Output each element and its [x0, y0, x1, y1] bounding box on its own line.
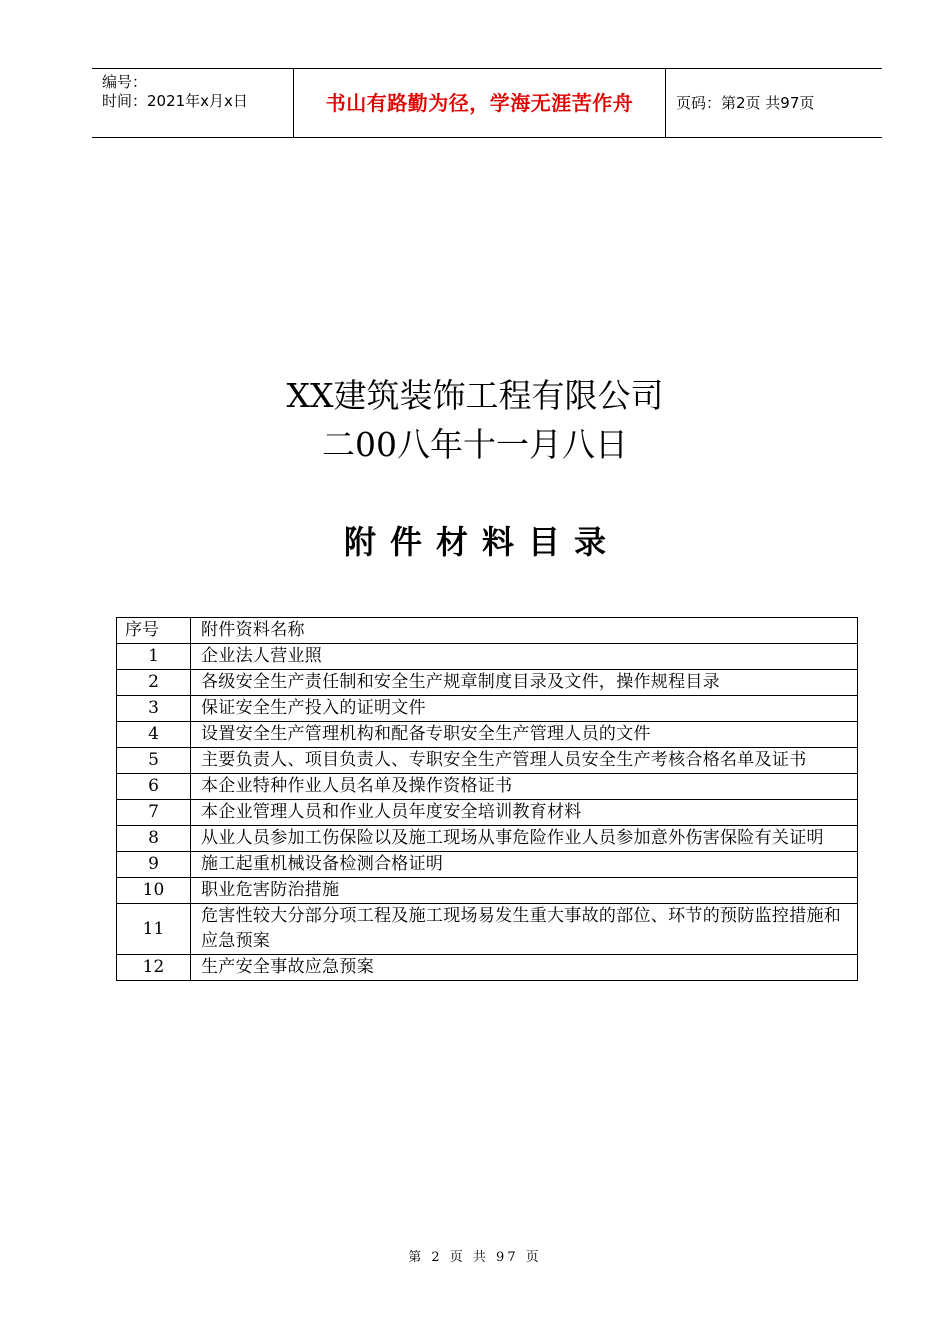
row-index: 8: [117, 826, 191, 852]
row-name: 各级安全生产责任制和安全生产规章制度目录及文件，操作规程目录: [191, 670, 858, 696]
column-header-index: 序号: [117, 618, 191, 644]
table-row: [117, 696, 858, 722]
table-row: [117, 748, 858, 774]
header-page-number: 页码：第2页 共97页: [676, 94, 815, 112]
row-index: 12: [117, 955, 191, 981]
table-header-row: [117, 618, 858, 644]
header-meta: [92, 69, 294, 137]
table-row: [117, 826, 858, 852]
row-name: 保证安全生产投入的证明文件: [191, 696, 858, 722]
row-index: 5: [117, 748, 191, 774]
row-name: 企业法人营业照: [191, 644, 858, 670]
attachment-list-heading: 附件材料目录: [343, 523, 620, 561]
company-title: XX建筑装饰工程有限公司: [286, 376, 664, 415]
row-name: 本企业特种作业人员名单及操作资格证书: [191, 774, 858, 800]
row-name: 本企业管理人员和作业人员年度安全培训教育材料: [191, 800, 858, 826]
row-name: 职业危害防治措施: [191, 878, 858, 904]
document-time-label: 时间：2021年x月x日: [102, 92, 248, 110]
row-index: 1: [117, 644, 191, 670]
table-row: [117, 904, 858, 955]
row-index: 2: [117, 670, 191, 696]
row-index: 9: [117, 852, 191, 878]
table-row: [117, 800, 858, 826]
header-motto: 书山有路勤为径，学海无涯苦作舟: [294, 69, 666, 137]
row-index: 4: [117, 722, 191, 748]
row-name: 施工起重机械设备检测合格证明: [191, 852, 858, 878]
page-footer: 第 2 页 共 97 页: [408, 1250, 542, 1265]
row-index: 7: [117, 800, 191, 826]
table-body: [117, 644, 858, 981]
page-header: [92, 68, 882, 138]
table-row: [117, 852, 858, 878]
document-number-label: 编号：: [102, 73, 148, 91]
row-index: 6: [117, 774, 191, 800]
row-index: 3: [117, 696, 191, 722]
row-name: 从业人员参加工伤保险以及施工现场从事危险作业人员参加意外伤害保险有关证明: [191, 826, 858, 852]
row-index: 10: [117, 878, 191, 904]
table-row: [117, 670, 858, 696]
table-row: [117, 644, 858, 670]
row-name: 生产安全事故应急预案: [191, 955, 858, 981]
document-date: 二00八年十一月八日: [322, 425, 628, 464]
table-row: [117, 878, 858, 904]
row-name: 主要负责人、项目负责人、专职安全生产管理人员安全生产考核合格名单及证书: [191, 748, 858, 774]
attachment-table: [116, 617, 858, 981]
table-row: [117, 955, 858, 981]
row-name: 设置安全生产管理机构和配备专职安全生产管理人员的文件: [191, 722, 858, 748]
column-header-name: 附件资料名称: [191, 618, 858, 644]
row-index: 11: [117, 904, 191, 955]
table-row: [117, 774, 858, 800]
row-name: 危害性较大分部分项工程及施工现场易发生重大事故的部位、环节的预防监控措施和应急预案: [191, 904, 858, 955]
table-row: [117, 722, 858, 748]
